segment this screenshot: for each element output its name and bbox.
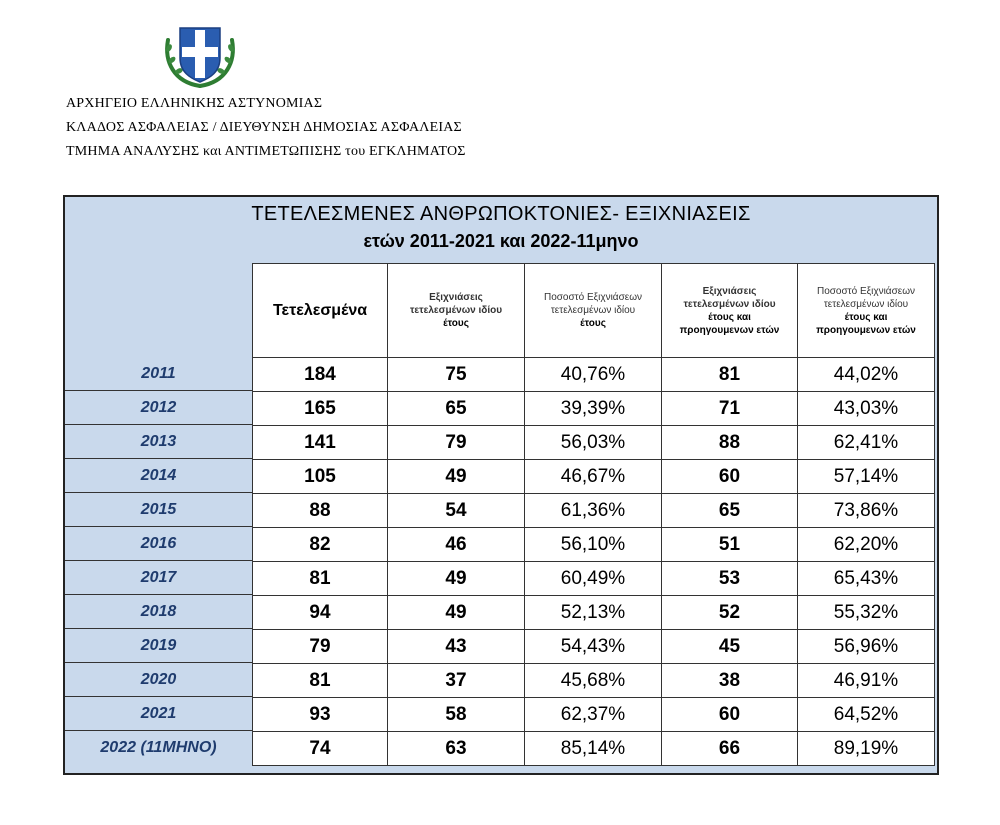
pct-incl-previous-cell: 46,91% — [798, 664, 935, 698]
statistics-table — [63, 195, 939, 775]
committed-cell: 94 — [253, 596, 388, 630]
data-grid — [252, 263, 935, 766]
pct-same-year-cell: 85,14% — [525, 732, 662, 766]
year-label: 2021 — [65, 697, 252, 731]
pct-incl-previous-cell: 43,03% — [798, 392, 935, 426]
pct-same-year-cell: 56,03% — [525, 426, 662, 460]
column-header-text: έτους και — [844, 311, 888, 323]
solved-incl-previous-cell: 53 — [662, 562, 798, 596]
column-header-text: προηγουμενων ετών — [679, 324, 780, 336]
column-header-text: προηγουμενων ετών — [816, 324, 916, 336]
year-label: 2013 — [65, 425, 252, 459]
solved-same-year-cell: 75 — [388, 358, 525, 392]
solved-same-year-cell: 49 — [388, 562, 525, 596]
solved-same-year-cell: 46 — [388, 528, 525, 562]
year-label: 2020 — [65, 663, 252, 697]
committed-cell: 79 — [253, 630, 388, 664]
committed-cell: 88 — [253, 494, 388, 528]
column-header-text: Ποσοστό Εξιχνιάσεων — [543, 292, 643, 303]
pct-incl-previous-cell: 56,96% — [798, 630, 935, 664]
pct-incl-previous-cell: 73,86% — [798, 494, 935, 528]
header-row — [253, 264, 935, 358]
table-row — [253, 358, 935, 392]
column-header-pct-incl-previous — [798, 264, 935, 358]
pct-same-year-cell: 61,36% — [525, 494, 662, 528]
column-header-pct-same-year — [525, 264, 662, 358]
year-label: 2011 — [65, 357, 252, 391]
pct-same-year-cell: 62,37% — [525, 698, 662, 732]
committed-cell: 105 — [253, 460, 388, 494]
table-subtitle: ετών 2011-2021 και 2022-11μηνο — [363, 231, 639, 251]
column-header-text: Εξιχνιάσεις — [429, 292, 483, 303]
table-row — [253, 562, 935, 596]
column-header-text: τετελεσμένων ιδίου — [823, 298, 909, 310]
pct-incl-previous-cell: 89,19% — [798, 732, 935, 766]
table-row — [253, 732, 935, 766]
solved-same-year-cell: 43 — [388, 630, 525, 664]
solved-same-year-cell: 65 — [388, 392, 525, 426]
pct-same-year-cell: 45,68% — [525, 664, 662, 698]
column-header-committed: Τετελεσμένα — [253, 264, 388, 358]
table-row — [253, 596, 935, 630]
header-lines — [66, 92, 466, 164]
pct-same-year-cell: 39,39% — [525, 392, 662, 426]
pct-same-year-cell: 46,67% — [525, 460, 662, 494]
year-label: 2017 — [65, 561, 252, 595]
solved-same-year-cell: 49 — [388, 596, 525, 630]
solved-incl-previous-cell: 52 — [662, 596, 798, 630]
solved-incl-previous-cell: 81 — [662, 358, 798, 392]
solved-incl-previous-cell: 66 — [662, 732, 798, 766]
year-label: 2019 — [65, 629, 252, 663]
solved-same-year-cell: 79 — [388, 426, 525, 460]
column-header-text: τετελεσμένων ιδίου — [409, 305, 503, 316]
pct-incl-previous-cell: 62,20% — [798, 528, 935, 562]
table-row — [253, 528, 935, 562]
pct-same-year-cell: 52,13% — [525, 596, 662, 630]
year-label: 2016 — [65, 527, 252, 561]
pct-incl-previous-cell: 55,32% — [798, 596, 935, 630]
solved-same-year-cell: 63 — [388, 732, 525, 766]
solved-same-year-cell: 54 — [388, 494, 525, 528]
year-label: 2012 — [65, 391, 252, 425]
column-header-solved-incl-previous — [662, 264, 798, 358]
committed-cell: 74 — [253, 732, 388, 766]
solved-incl-previous-cell: 45 — [662, 630, 798, 664]
year-label: 2022 (11ΜΗΝΟ) — [100, 739, 217, 756]
column-header-text: έτους — [443, 318, 469, 329]
header-line-2: ΚΛΑΔΟΣ ΑΣΦΑΛΕΙΑΣ / ΔΙΕΥΘΥΝΣΗ ΔΗΜΟΣΙΑΣ ΑΣΦΑΛΕΙΑΣ — [66, 120, 462, 135]
greek-coat-of-arms-icon — [160, 18, 240, 90]
header-line-3: ΤΜΗΜΑ ΑΝΑΛΥΣΗΣ και ΑΝΤΙΜΕΤΩΠΙΣΗΣ του ΕΓΚΛΗΜΑΤΟΣ — [66, 144, 466, 159]
column-header-solved-same-year — [388, 264, 525, 358]
year-column — [65, 357, 252, 765]
solved-incl-previous-cell: 88 — [662, 426, 798, 460]
solved-same-year-cell: 37 — [388, 664, 525, 698]
committed-cell: 93 — [253, 698, 388, 732]
solved-incl-previous-cell: 51 — [662, 528, 798, 562]
column-header-text: Εξιχνιάσεις — [702, 285, 757, 297]
solved-incl-previous-cell: 60 — [662, 698, 798, 732]
table-row — [253, 630, 935, 664]
committed-cell: 81 — [253, 664, 388, 698]
committed-cell: 184 — [253, 358, 388, 392]
table-row — [253, 494, 935, 528]
committed-cell: 82 — [253, 528, 388, 562]
column-header-text: έτους και — [708, 311, 751, 323]
solved-same-year-cell: 58 — [388, 698, 525, 732]
solved-incl-previous-cell: 71 — [662, 392, 798, 426]
solved-incl-previous-cell: 38 — [662, 664, 798, 698]
table-row — [253, 460, 935, 494]
column-header-text: τετελεσμένων ιδίου — [550, 305, 636, 316]
year-label: 2014 — [65, 459, 252, 493]
year-label: 2018 — [65, 595, 252, 629]
pct-same-year-cell: 60,49% — [525, 562, 662, 596]
committed-cell: 81 — [253, 562, 388, 596]
header-line-1: ΑΡΧΗΓΕΙΟ ΕΛΛΗΝΙΚΗΣ ΑΣΤΥΝΟΜΙΑΣ — [66, 96, 323, 111]
table-row — [253, 392, 935, 426]
solved-same-year-cell: 49 — [388, 460, 525, 494]
solved-incl-previous-cell: 60 — [662, 460, 798, 494]
year-label: 2015 — [65, 493, 252, 527]
column-header-text: τετελεσμένων ιδίου — [683, 298, 776, 310]
pct-same-year-cell: 56,10% — [525, 528, 662, 562]
committed-cell: 141 — [253, 426, 388, 460]
committed-cell: 165 — [253, 392, 388, 426]
solved-incl-previous-cell: 65 — [662, 494, 798, 528]
pct-incl-previous-cell: 57,14% — [798, 460, 935, 494]
table-row — [253, 664, 935, 698]
pct-same-year-cell: 40,76% — [525, 358, 662, 392]
column-header-text: έτους — [580, 318, 606, 329]
column-header-text: Ποσοστό Εξιχνιάσεων — [816, 285, 916, 297]
table-title: ΤΕΤΕΛΕΣΜΕΝΕΣ ΑΝΘΡΩΠΟΚΤΟΝΙΕΣ- ΕΞΙΧΝΙΑΣΕΙΣ — [251, 203, 751, 225]
table-row — [253, 698, 935, 732]
pct-incl-previous-cell: 65,43% — [798, 562, 935, 596]
pct-same-year-cell: 54,43% — [525, 630, 662, 664]
pct-incl-previous-cell: 44,02% — [798, 358, 935, 392]
pct-incl-previous-cell: 64,52% — [798, 698, 935, 732]
pct-incl-previous-cell: 62,41% — [798, 426, 935, 460]
table-row — [253, 426, 935, 460]
